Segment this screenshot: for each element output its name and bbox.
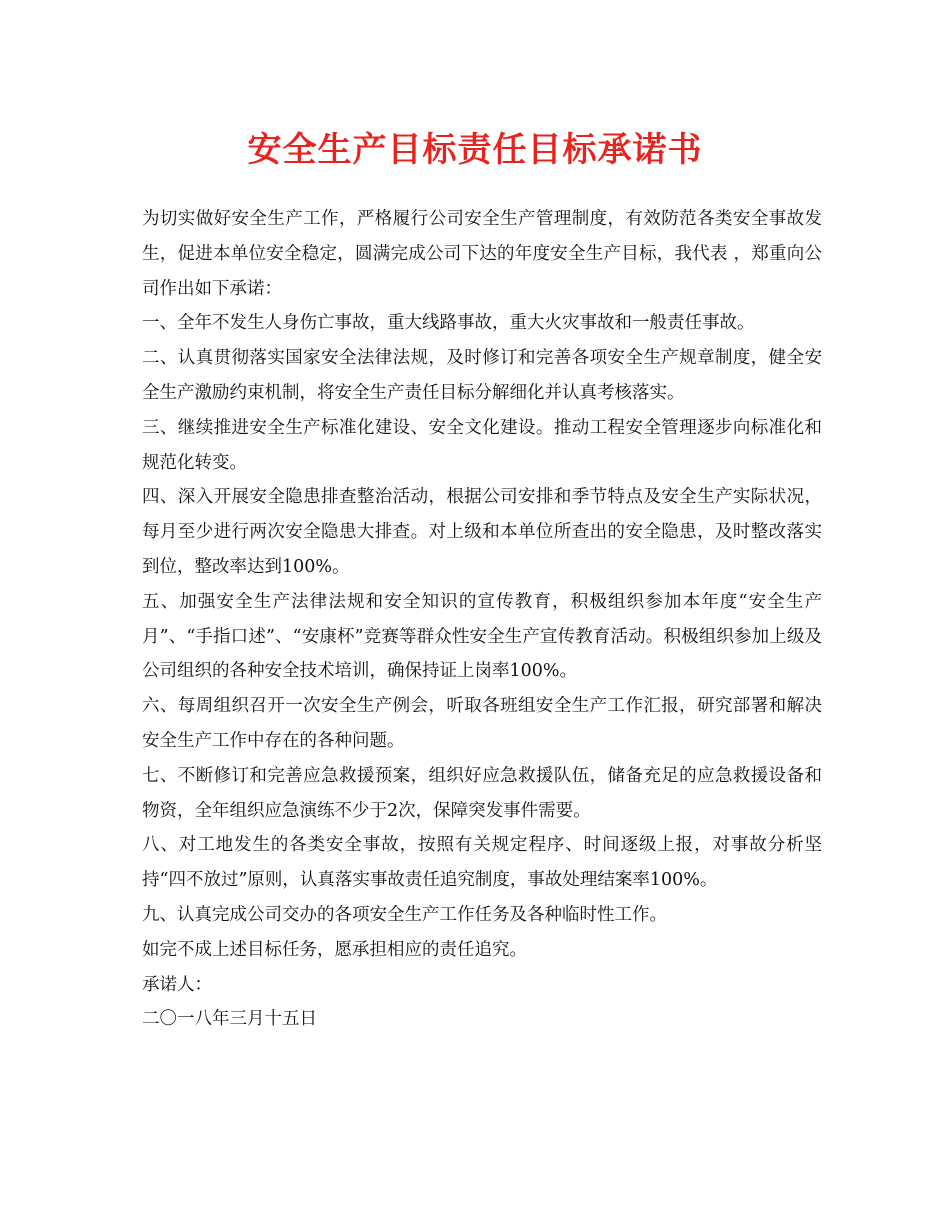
commitment-item-4: 四、深入开展安全隐患排查整治活动，根据公司安排和季节特点及安全生产实际状况，每月至少进行两次安全隐患大排查。对上级和本单位所查出的安全隐患，及时整改落实到位，整改率达到100%。 — [142, 487, 822, 577]
intro-paragraph: 为切实做好安全生产工作，严格履行公司安全生产管理制度，有效防范各类安全事故发生，促进本单位安全稳定，圆满完成公司下达的年度安全生产目标，我代表 ，郑重向公司作出如下承诺： — [142, 209, 822, 299]
commitment-item-5: 五、加强安全生产法律法规和安全知识的宣传教育，积极组织参加本年度“安全生产月”、“手指口述”、“安康杯”竞赛等群众性安全生产宣传教育活动。积极组织参加上级及公司组织的各种安全技术培训，确保持证上岗率100%。 — [142, 591, 822, 682]
commitment-item-6: 六、每周组织召开一次安全生产例会，听取各班组安全生产工作汇报，研究部署和解决安全生产工作中存在的各种问题。 — [142, 696, 822, 751]
commitment-item-2: 二、认真贯彻落实国家安全法律法规，及时修订和完善各项安全生产规章制度，健全安全生产激励约束机制，将安全生产责任目标分解细化并认真考核落实。 — [142, 348, 822, 403]
commitment-item-9: 九、认真完成公司交办的各项安全生产工作任务及各种临时性工作。 — [142, 904, 667, 925]
commitment-item-8: 八、对工地发生的各类安全事故，按照有关规定程序、时间逐级上报，对事故分析坚持“四不放过”原则，认真落实事故责任追究制度，事故处理结案率100%。 — [142, 835, 822, 891]
liability-statement: 如完不成上述目标任务，愿承担相应的责任追究。 — [142, 939, 527, 960]
commitment-item-7: 七、不断修订和完善应急救援预案，组织好应急救援队伍，储备充足的应急救援设备和物资，全年组织应急演练不少于2次，保障突发事件需要。 — [142, 765, 822, 821]
document-body — [142, 202, 822, 1037]
commitment-item-3: 三、继续推进安全生产标准化建设、安全文化建设。推动工程安全管理逐步向标准化和规范化转变。 — [142, 417, 822, 473]
document-title: 安全生产目标责任目标承诺书 — [247, 130, 703, 170]
document-date: 二〇一八年三月十五日 — [142, 1009, 317, 1030]
commitment-item-1: 一、全年不发生人身伤亡事故，重大线路事故，重大火灾事故和一般责任事故。 — [142, 313, 755, 334]
signatory-label: 承诺人： — [142, 974, 212, 995]
